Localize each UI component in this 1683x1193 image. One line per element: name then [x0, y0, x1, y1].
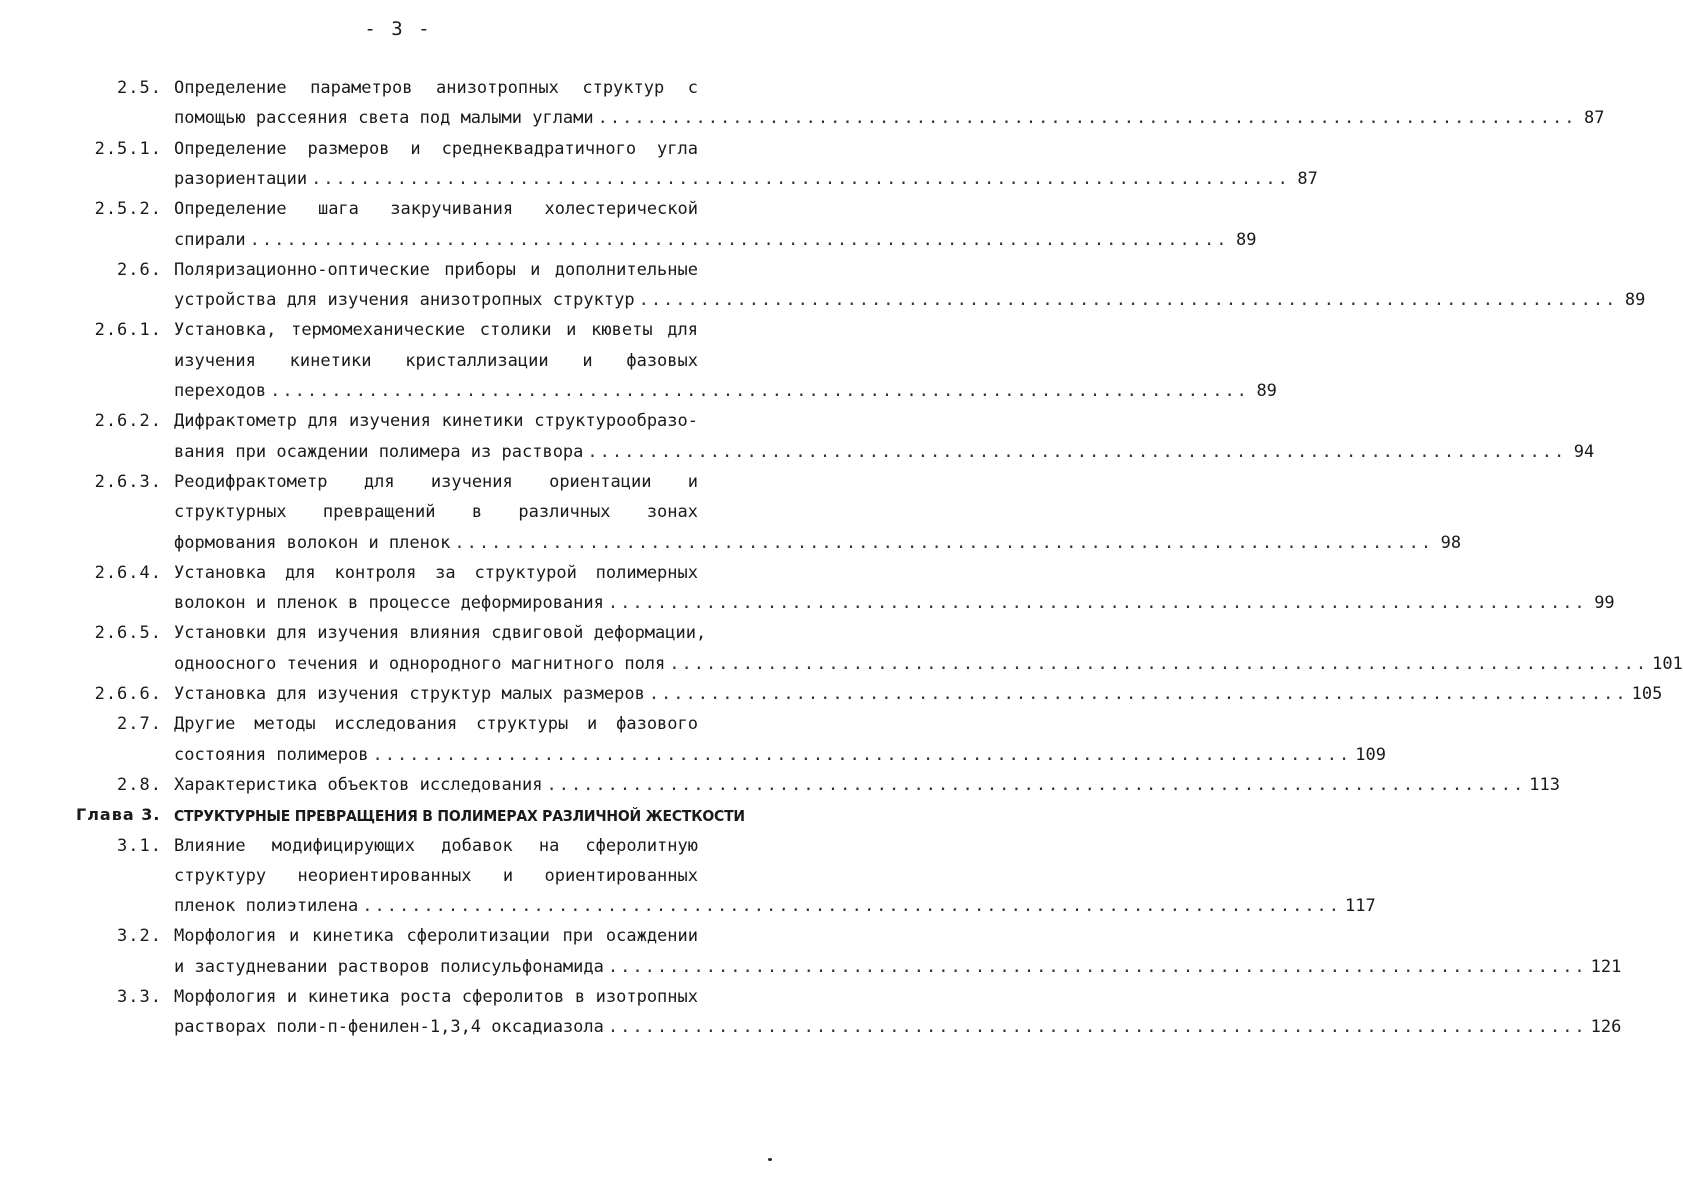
entry-title-last-line	[174, 743, 1386, 767]
page-ref: 89	[1256, 381, 1277, 401]
dot-leader: ................................................................................	[597, 108, 1577, 129]
entry-number: 2.8.	[117, 774, 162, 795]
entry-number: 2.5.1.	[94, 138, 162, 159]
entry-title-last-line	[174, 167, 1318, 191]
entry-number: 2.6.1.	[94, 320, 162, 341]
page-ref: 126	[1590, 1017, 1622, 1038]
entry-title-last-line	[174, 228, 1257, 252]
page-ref: 87	[1583, 108, 1605, 129]
entry-title-text: Характеристика объектов исследования	[174, 774, 543, 795]
page-ref: 105	[1631, 684, 1663, 704]
page-ref: 98	[1440, 532, 1462, 553]
entry-title-line: Определение параметров анизотропных структур с	[174, 78, 698, 98]
entry-title-line: Установки для изучения влияния сдвиговой деформации,	[174, 623, 707, 644]
page-ref: 87	[1297, 168, 1318, 189]
entry-title-last-line	[174, 955, 1622, 979]
dot-leader: ................................................................................	[311, 168, 1290, 189]
entry-title-text: растворах поли-п-фенилен-1,3,4 оксадиазола	[174, 1017, 604, 1038]
entry-title-text: устройства для изучения анизотропных структур	[174, 290, 635, 311]
page-number: - 3 -	[364, 18, 432, 40]
entry-title-text: разориентации	[174, 168, 308, 189]
entry-title-line: Поляризационно-оптические приборы и дополнительные	[174, 259, 698, 280]
entry-title-text: вания при осаждении полимера из раствора	[174, 441, 584, 462]
page-ref: 113	[1529, 774, 1560, 795]
dot-leader: ................................................................................	[607, 593, 1587, 614]
entry-title-last-line	[174, 106, 1605, 130]
entry-title-text: одноосного течения и однородного магнитного поля	[174, 653, 666, 674]
entry-number: 2.6.3.	[94, 471, 162, 492]
entry-title-line: изучения кинетики кристаллизации и фазовых	[174, 350, 698, 371]
page-ref: 99	[1594, 593, 1615, 614]
entry-title-line: Реодифрактометр для изучения ориентации и	[174, 471, 698, 492]
entry-number: 2.6.	[117, 259, 162, 280]
page-ref: 109	[1355, 744, 1386, 765]
entry-title-last-line	[174, 379, 1277, 403]
dot-leader: ................................................................................	[648, 684, 1628, 704]
entry-title-line: Другие методы исследования структуры и фазового	[174, 714, 698, 735]
entry-title-last-line	[174, 288, 1646, 312]
entry-title-line: Определение размеров и среднеквадратичного угла	[174, 138, 698, 159]
dot-leader: ................................................................................	[270, 381, 1249, 401]
dot-leader: ................................................................................	[546, 774, 1526, 795]
scan-speck	[768, 1158, 772, 1161]
entry-title-line: Морфология и кинетика роста сферолитов в изотропных	[174, 987, 698, 1007]
entry-number: 3.1.	[117, 835, 162, 856]
entry-title-line: Определение шага закручивания холестерической	[174, 199, 698, 220]
entry-number: 3.2.	[117, 926, 162, 947]
entry-title-line: Морфология и кинетика сферолитизации при осаждении	[174, 926, 698, 947]
page-ref: 101	[1652, 653, 1683, 674]
entry-title-line: Дифрактометр для изучения кинетики структурообразо-	[174, 411, 698, 432]
dot-leader: ................................................................................	[607, 956, 1587, 977]
entry-number: 2.7.	[117, 714, 162, 735]
entry-title-last-line	[174, 682, 1663, 706]
page-ref: 89	[1235, 229, 1257, 250]
dot-leader: ................................................................................	[362, 896, 1342, 917]
entry-number: 2.5.2.	[94, 199, 162, 220]
page-ref: 94	[1573, 441, 1595, 462]
entry-title-last-line	[174, 440, 1595, 464]
entry-title-text: спирали	[174, 229, 246, 250]
entry-title-last-line	[174, 652, 1683, 676]
entry-title-last-line	[174, 531, 1462, 555]
entry-title-last-line	[174, 894, 1376, 918]
entry-title-text: и застудневании растворов полисульфонамида	[174, 956, 604, 977]
entry-title-text: состояния полимеров	[174, 744, 369, 765]
chapter-number: Глава 3.	[76, 805, 161, 825]
dot-leader: ................................................................................	[607, 1017, 1587, 1038]
dot-leader: ................................................................................	[587, 441, 1567, 462]
dot-leader: ................................................................................	[372, 744, 1352, 765]
entry-number: 2.6.5.	[94, 623, 162, 644]
entry-number: 2.5.	[117, 78, 162, 98]
chapter-title: СТРУКТУРНЫЕ ПРЕВРАЩЕНИЯ В ПОЛИМЕРАХ РАЗЛИЧНОЙ ЖЕСТКОСТИ	[174, 807, 745, 826]
entry-title-line: структуру неориентированных и ориентированных	[174, 865, 698, 886]
dot-leader: ................................................................................	[249, 229, 1229, 250]
page-ref: 121	[1590, 956, 1622, 977]
entry-title-line: структурных превращений в различных зонах	[174, 502, 698, 523]
entry-title-last-line	[174, 591, 1615, 615]
entry-number: 2.6.6.	[94, 684, 162, 704]
entry-title-line: Установка для контроля за структурой полимерных	[174, 562, 698, 583]
entry-title-text: формования волокон и пленок	[174, 532, 451, 553]
entry-title-line: Влияние модифицирующих добавок на сферолитную	[174, 835, 698, 856]
entry-title-text: переходов	[174, 381, 267, 401]
dot-leader: ................................................................................	[638, 290, 1618, 311]
entry-title-text: Установка для изучения структур малых размеров	[174, 684, 645, 704]
entry-number: 2.6.2.	[94, 411, 162, 432]
page-ref: 117	[1345, 896, 1376, 917]
entry-title-text: пленок полиэтилена	[174, 896, 359, 917]
page-ref: 89	[1624, 290, 1646, 311]
dot-leader: ................................................................................	[669, 653, 1649, 674]
entry-number: 2.6.4.	[94, 562, 162, 583]
entry-title-line: Установка, термомеханические столики и кюветы для	[174, 320, 698, 341]
dot-leader: ................................................................................	[454, 532, 1434, 553]
entry-title-text: помощью рассеяния света под малыми углами	[174, 108, 594, 129]
entry-title-last-line	[174, 1015, 1622, 1039]
entry-title-last-line	[174, 773, 1560, 797]
entry-title-text: волокон и пленок в процессе деформирования	[174, 593, 604, 614]
entry-number: 3.3.	[117, 987, 162, 1007]
